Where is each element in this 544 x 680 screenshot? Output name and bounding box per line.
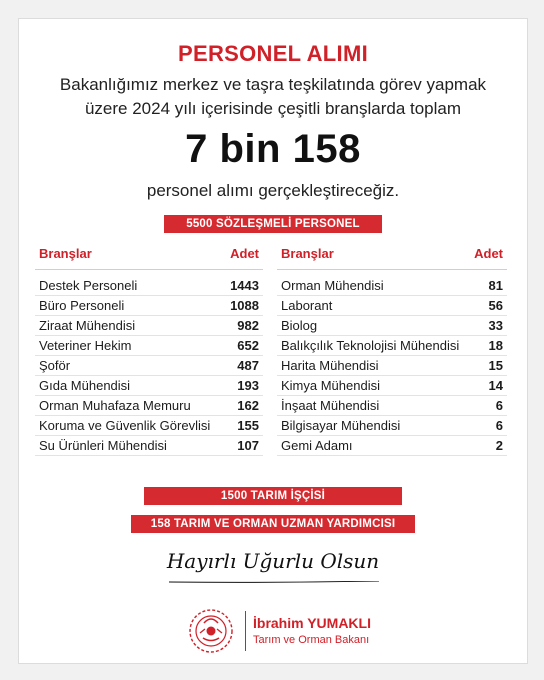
column-header-branch: Branşlar <box>39 246 92 261</box>
branch-name: Şoför <box>39 358 71 373</box>
branch-name: Su Ürünleri Mühendisi <box>39 438 167 453</box>
table-row <box>277 276 507 296</box>
branch-name: Kimya Mühendisi <box>281 378 380 393</box>
expert-assistants-banner: 158 TARIM VE ORMAN UZMAN YARDIMCISI <box>131 515 415 533</box>
branch-name: Gemi Adamı <box>281 438 353 453</box>
minister-title: Tarım ve Orman Bakanı <box>253 634 370 646</box>
branch-count: 1443 <box>230 278 259 293</box>
branch-count: 18 <box>488 338 503 353</box>
table-row <box>277 416 507 436</box>
table-row <box>35 376 263 396</box>
branch-name: Gıda Mühendisi <box>39 378 131 393</box>
branch-name: Orman Mühendisi <box>281 278 384 293</box>
intro-line-2: üzere 2024 yılı içerisinde çeşitli branşlarda toplam <box>84 99 462 118</box>
branch-count: 162 <box>237 398 259 413</box>
branch-name: Harita Mühendisi <box>281 358 379 373</box>
branch-count: 155 <box>237 418 259 433</box>
branch-name: Koruma ve Güvenlik Görevlisi <box>39 418 211 433</box>
column-header-count: Adet <box>474 246 503 261</box>
table-header <box>277 245 507 270</box>
branch-name: Balıkçılık Teknolojisi Mühendisi <box>281 338 460 353</box>
table-row <box>35 436 263 456</box>
table-row <box>35 316 263 336</box>
contract-staff-banner: 5500 SÖZLEŞMELİ PERSONEL <box>164 215 382 233</box>
table-row <box>35 396 263 416</box>
branch-count: 1088 <box>230 298 259 313</box>
table-row <box>35 416 263 436</box>
announcement-card <box>18 18 528 664</box>
table-header <box>35 245 263 270</box>
signature-underline-icon <box>169 581 379 583</box>
table-row <box>35 296 263 316</box>
branch-name: Büro Personeli <box>39 298 125 313</box>
branch-count: 193 <box>237 378 259 393</box>
branch-name: İnşaat Mühendisi <box>281 398 380 413</box>
table-row <box>277 316 507 336</box>
branch-name: Orman Muhafaza Memuru <box>39 398 191 413</box>
signature-text: Hayırlı Uğurlu Olsun <box>166 549 380 573</box>
table-row <box>277 396 507 416</box>
table-row <box>277 296 507 316</box>
branch-count: 487 <box>237 358 259 373</box>
branch-name: Biolog <box>281 318 318 333</box>
column-header-count: Adet <box>230 246 259 261</box>
table-row <box>277 436 507 456</box>
table-row <box>277 336 507 356</box>
table-rows <box>277 276 507 456</box>
branch-count: 81 <box>488 278 503 293</box>
intro-text <box>19 73 527 121</box>
table-row <box>35 356 263 376</box>
branch-name: Ziraat Mühendisi <box>39 318 136 333</box>
branch-count: 2 <box>495 438 503 453</box>
branch-table-left <box>35 245 263 456</box>
branch-name: Bilgisayar Mühendisi <box>281 418 401 433</box>
farm-workers-banner: 1500 TARIM İŞÇİSİ <box>144 487 402 505</box>
minister-name: İbrahim YUMAKLI <box>253 615 371 631</box>
sub-text: personel alımı gerçekleştireceğiz. <box>146 181 400 200</box>
branch-name: Laborant <box>281 298 333 313</box>
column-header-branch: Branşlar <box>281 246 334 261</box>
branch-count: 33 <box>488 318 503 333</box>
table-row <box>277 356 507 376</box>
logo-divider <box>245 611 246 651</box>
intro-line-1: Bakanlığımız merkez ve taşra teşkilatında görev yapmak <box>59 75 487 94</box>
branch-count: 107 <box>237 438 259 453</box>
branch-name: Veteriner Hekim <box>39 338 132 353</box>
ministry-emblem-icon <box>183 605 239 657</box>
branch-count: 15 <box>488 358 503 373</box>
branch-count: 14 <box>488 378 503 393</box>
total-count: 7 bin 158 <box>185 127 361 171</box>
branch-table-right <box>277 245 507 456</box>
table-row <box>35 336 263 356</box>
table-row <box>277 376 507 396</box>
branch-count: 6 <box>495 398 503 413</box>
branch-count: 982 <box>237 318 259 333</box>
branch-count: 652 <box>237 338 259 353</box>
branch-count: 6 <box>495 418 503 433</box>
branch-name: Destek Personeli <box>39 278 138 293</box>
page-title: PERSONEL ALIMI <box>178 41 368 66</box>
branch-count: 56 <box>488 298 503 313</box>
minister-block <box>253 615 371 646</box>
table-rows <box>35 276 263 456</box>
table-row <box>35 276 263 296</box>
